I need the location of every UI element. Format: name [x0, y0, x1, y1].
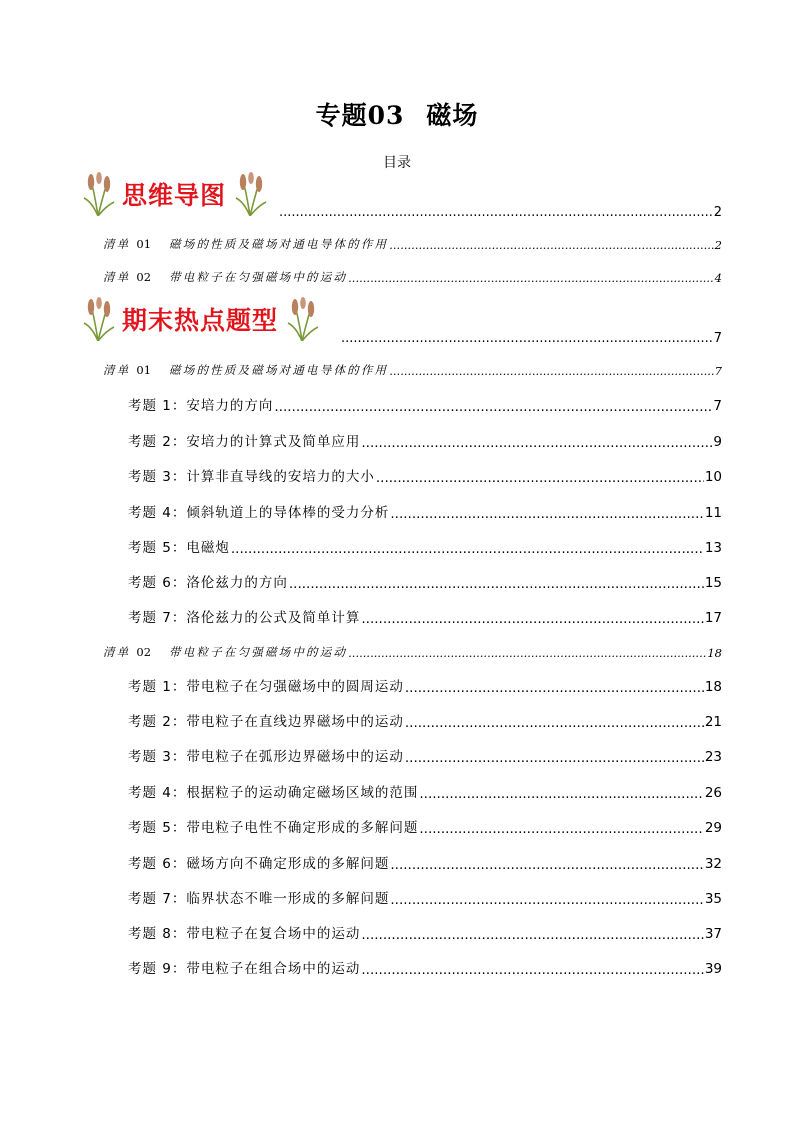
- topic-label: 考题 1：带电粒子在匀强磁场中的圆周运动: [128, 679, 404, 695]
- leader-dots: [405, 716, 704, 730]
- toc-entry-mind-map[interactable]: [278, 200, 722, 220]
- topic-label: 考题 3：带电粒子在弧形边界磁场中的运动: [128, 749, 404, 765]
- leader-dots: [405, 681, 704, 695]
- chapter-title: 磁场的性质及磁场对通电导体的作用: [169, 363, 389, 377]
- toc-entry-topic[interactable]: [128, 571, 722, 591]
- leader-dots: [361, 963, 703, 977]
- page-number: 9: [713, 434, 722, 450]
- topic-label: 考题 5：带电粒子电性不确定形成的多解问题: [128, 820, 419, 836]
- leader-dots: [348, 646, 706, 660]
- reed-decoration-icon: [78, 297, 118, 341]
- title-main: 专题03: [315, 101, 405, 130]
- page-number: 32: [704, 856, 722, 872]
- banner-hot-topics: [78, 297, 322, 341]
- leader-dots: [405, 751, 704, 765]
- page-number: 35: [704, 891, 722, 907]
- leader-dots: [361, 928, 703, 942]
- toc-entry-topic[interactable]: [128, 852, 722, 872]
- toc-heading: 目录: [383, 155, 411, 171]
- topic-label: 考题 8：带电粒子在复合场中的运动: [128, 926, 361, 942]
- leader-dots: [389, 238, 713, 252]
- leader-dots: [231, 542, 704, 556]
- title-sub: 磁场: [426, 101, 479, 130]
- page-number: 2: [713, 205, 722, 220]
- chapter-title: 带电粒子在匀强磁场中的运动: [169, 270, 348, 284]
- page-number: 18: [707, 646, 722, 660]
- toc-entry-topic[interactable]: [128, 745, 722, 765]
- banner-title: 思维导图: [122, 181, 227, 210]
- chapter-title: 带电粒子在匀强磁场中的运动: [169, 645, 348, 659]
- topic-label: 考题 7：临界状态不唯一形成的多解问题: [128, 891, 390, 907]
- leader-dots: [390, 858, 703, 872]
- toc-entry-topic[interactable]: [128, 675, 722, 695]
- leader-dots: [419, 822, 703, 836]
- toc-entry-topic[interactable]: [128, 710, 722, 730]
- topic-label: 考题 1：安培力的方向: [128, 398, 274, 414]
- toc-entry-topic[interactable]: [128, 501, 722, 521]
- leader-dots: [390, 507, 703, 521]
- topic-label: 考题 6：洛伦兹力的方向: [128, 575, 288, 591]
- toc-entry-chapter[interactable]: 清单 01 磁场的性质及磁场对通电导体的作用 ..... 7: [103, 358, 722, 378]
- page-number: 2: [714, 238, 722, 252]
- toc-entry-topic[interactable]: [128, 394, 722, 414]
- page-number: 17: [704, 610, 722, 626]
- toc-entry-topic[interactable]: [128, 465, 722, 485]
- page-number: 11: [704, 505, 722, 521]
- page-number: 7: [714, 364, 722, 378]
- page-number: 13: [704, 540, 722, 556]
- banner-title: 期末热点题型: [122, 306, 279, 335]
- toc-entry-topic[interactable]: [128, 606, 722, 626]
- page-number: 37: [704, 926, 722, 942]
- page-number: 39: [704, 961, 722, 977]
- leader-dots: [279, 206, 713, 220]
- topic-label: 考题 4：根据粒子的运动确定磁场区域的范围: [128, 785, 419, 801]
- reed-decoration-icon: [230, 172, 270, 216]
- leader-dots: [289, 577, 704, 591]
- toc-entry-topic[interactable]: [128, 536, 722, 556]
- leader-dots: [341, 332, 713, 346]
- reed-decoration-icon: [282, 297, 322, 341]
- reed-decoration-icon: [78, 172, 118, 216]
- banner-mind-map: [78, 172, 270, 216]
- topic-label: 考题 2：安培力的计算式及简单应用: [128, 434, 361, 450]
- topic-label: 考题 4：倾斜轨道上的导体棒的受力分析: [128, 505, 390, 521]
- page-number: 10: [704, 469, 722, 485]
- page-number: 21: [704, 714, 722, 730]
- toc-entry-chapter[interactable]: 清单 01 磁场的性质及磁场对通电导体的作用 ..... 2: [103, 232, 722, 252]
- topic-label: 考题 2：带电粒子在直线边界磁场中的运动: [128, 714, 404, 730]
- page-title: [0, 96, 794, 132]
- topic-label: 考题 7：洛伦兹力的公式及简单计算: [128, 610, 361, 626]
- page-number: 26: [704, 785, 722, 801]
- leader-dots: [274, 400, 712, 414]
- toc-entry-hot-topics[interactable]: [340, 326, 722, 346]
- toc-entry-topic[interactable]: [128, 922, 722, 942]
- topic-label: 考题 3：计算非直导线的安培力的大小: [128, 469, 375, 485]
- toc-entry-topic[interactable]: [128, 957, 722, 977]
- leader-dots: [348, 271, 714, 285]
- leader-dots: [376, 471, 704, 485]
- page-number: 15: [704, 575, 722, 591]
- leader-dots: [389, 364, 713, 378]
- page-number: 23: [704, 749, 722, 765]
- leader-dots: [361, 612, 703, 626]
- toc-entry-topic[interactable]: [128, 781, 722, 801]
- topic-label: 考题 5：电磁炮: [128, 540, 230, 556]
- chapter-title: 磁场的性质及磁场对通电导体的作用: [169, 237, 389, 251]
- toc-entry-chapter[interactable]: 清单 02 带电粒子在匀强磁场中的运动 ..... 18: [103, 640, 722, 660]
- topic-label: 考题 6：磁场方向不确定形成的多解问题: [128, 856, 390, 872]
- leader-dots: [390, 893, 703, 907]
- toc-entry-topic[interactable]: [128, 887, 722, 907]
- page-number: 4: [714, 271, 722, 285]
- toc-entry-topic[interactable]: [128, 430, 722, 450]
- topic-label: 考题 9：带电粒子在组合场中的运动: [128, 961, 361, 977]
- leader-dots: [419, 787, 703, 801]
- page-number: 7: [713, 398, 722, 414]
- page-number: 29: [704, 820, 722, 836]
- toc-entry-topic[interactable]: [128, 816, 722, 836]
- leader-dots: [361, 436, 712, 450]
- page-number: 18: [704, 679, 722, 695]
- page-number: 7: [713, 331, 722, 346]
- toc-entry-chapter[interactable]: 清单 02 带电粒子在匀强磁场中的运动 ..... 4: [103, 265, 722, 285]
